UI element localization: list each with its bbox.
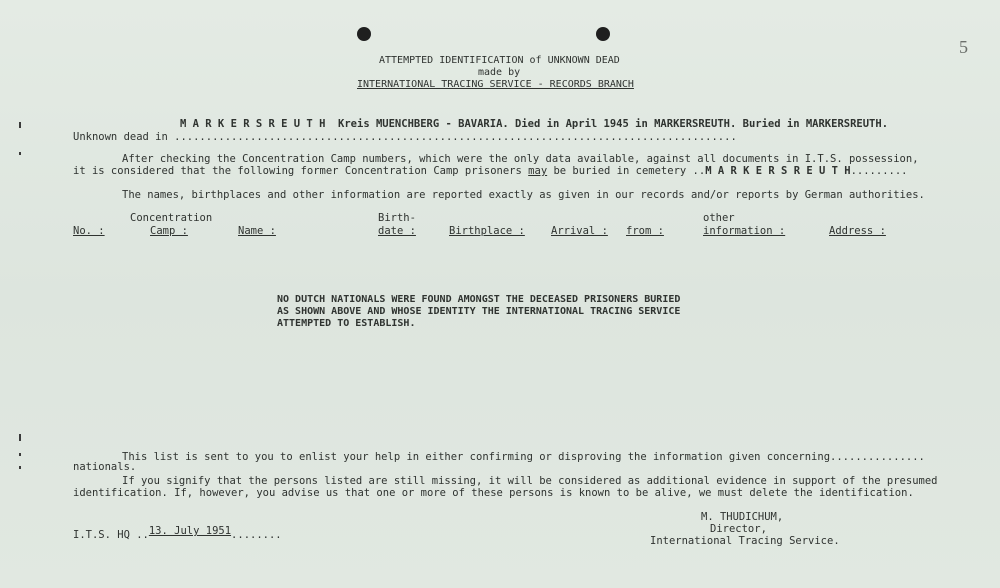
cemetery-name: M A R K E R S R E U T H: [705, 165, 851, 177]
footer-request: This list is sent to you to enlist your help in either confirming or disproving the information given concerning...............: [122, 451, 925, 463]
column-header-birthdate-2: date :: [378, 225, 416, 237]
signature-title: Director,: [710, 523, 767, 535]
margin-mark: [19, 152, 21, 155]
column-header-from: from :: [626, 225, 664, 237]
signature-name: M. THUDICHUM,: [701, 511, 784, 523]
punch-hole-left: [357, 27, 371, 41]
notice-line: NO DUTCH NATIONALS WERE FOUND AMONGST THE DECEASED PRISONERS BURIED: [277, 294, 681, 305]
column-header-camp-2: Camp :: [150, 225, 188, 237]
margin-mark: [19, 122, 21, 128]
column-header-arrival: Arrival :: [551, 225, 608, 237]
header-organization: INTERNATIONAL TRACING SERVICE - RECORDS BRANCH: [357, 79, 634, 90]
footer-missing: If you signify that the persons listed are still missing, it will be considered as additional evidence in support of the presumed: [122, 475, 938, 487]
column-header-no: No. :: [73, 225, 105, 237]
hq-date-line: I.T.S. HQ ..13. July 1951........: [73, 525, 282, 541]
footer-nationals: nationals.: [73, 461, 137, 473]
column-header-name: Name :: [238, 225, 276, 237]
column-header-camp: Concentration: [130, 212, 213, 224]
column-header-birthplace: Birthplace :: [449, 225, 525, 237]
column-header-address: Address :: [829, 225, 886, 237]
paragraph-considered: it is considered that the following former Concentration Camp prisoners may be buried in cemetery ..M A R K E R S R E U T H.........: [73, 165, 908, 177]
column-header-other-2: information :: [703, 225, 786, 237]
paragraph-checking: After checking the Concentration Camp numbers, which were the only data available, against all documents in I.T.S. possession,: [122, 153, 919, 165]
column-header-other: other: [703, 212, 735, 224]
hq-date: 13. July 1951: [148, 525, 232, 537]
punch-hole-right: [596, 27, 610, 41]
footer-identification: identification. If, however, you advise us that one or more of these persons is known to be alive, we must delete the identification.: [73, 487, 914, 499]
unknown-dead-label: Unknown dead in .........................................................................................: [73, 131, 737, 143]
notice-line: ATTEMPTED TO ESTABLISH.: [277, 318, 416, 329]
signature-organization: International Tracing Service.: [650, 535, 840, 547]
column-header-birthdate: Birth-: [378, 212, 416, 224]
paragraph-names: The names, birthplaces and other information are reported exactly as given in our records and/or reports by German authorities.: [122, 189, 925, 201]
header-title: ATTEMPTED IDENTIFICATION of UNKNOWN DEAD: [379, 55, 620, 66]
notice-line: AS SHOWN ABOVE AND WHOSE IDENTITY THE INTERNATIONAL TRACING SERVICE: [277, 306, 681, 317]
header-subtitle: made by: [478, 67, 521, 78]
margin-mark: [19, 434, 21, 441]
margin-mark: [19, 453, 21, 456]
margin-mark: [19, 466, 21, 469]
burial-location: M A R K E R S R E U T H Kreis MUENCHBERG - BAVARIA. Died in April 1945 in MARKERSREUTH. Buried in MARKERSREUTH.: [180, 118, 889, 130]
page-number: 5: [959, 37, 968, 57]
